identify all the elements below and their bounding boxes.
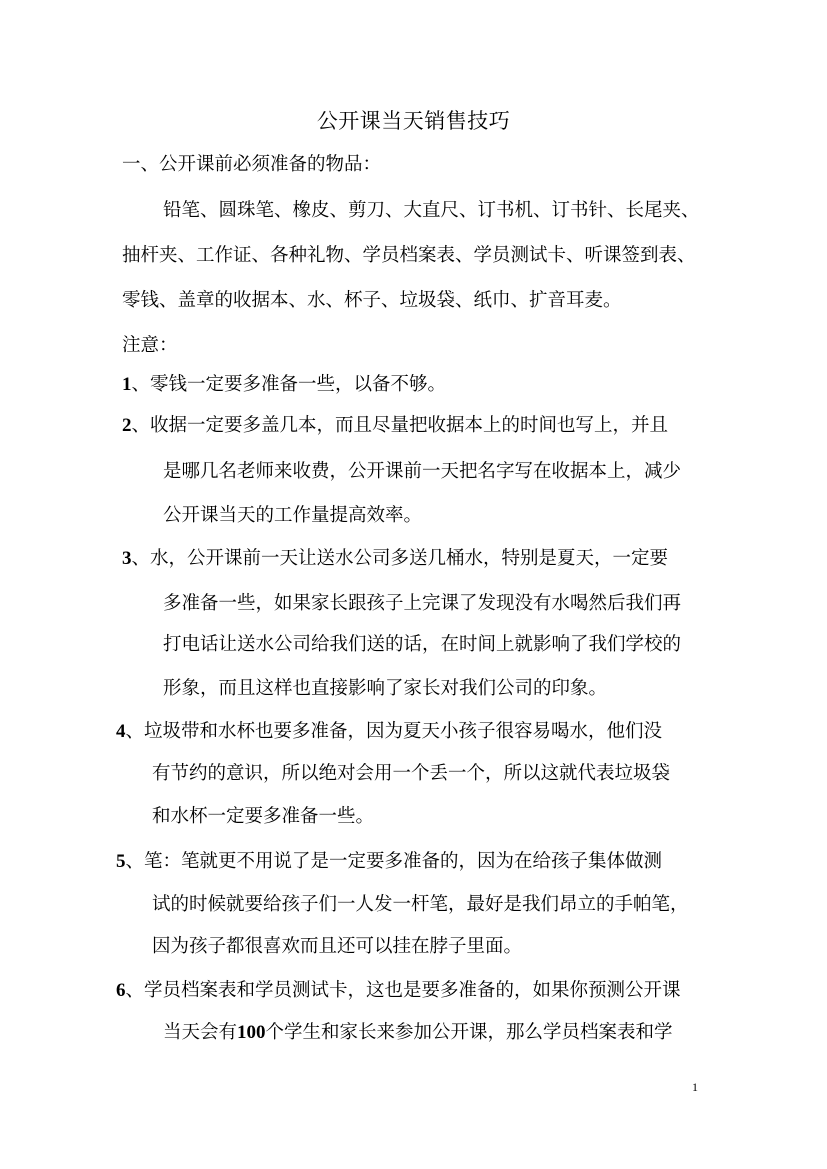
note-number: 4 (116, 721, 126, 742)
note-continuation (163, 1020, 673, 1046)
note-continuation: 试的时候就要给孩子们一人发一杆笔，最好是我们昂立的手帕笔， (152, 894, 689, 915)
section-heading: 一、公开课前必须准备的物品： (122, 154, 382, 175)
note-number: 5 (116, 851, 126, 872)
note-continuation: 和水杯一定要多准备一些。 (152, 806, 375, 827)
note-item (116, 978, 681, 1004)
items-line: 抽杆夹、工作证、各种礼物、学员档案表、学员测试卡、听课签到表、 (122, 245, 696, 266)
note-number: 2 (122, 415, 132, 436)
note-number: 6 (116, 980, 126, 1001)
note-number: 1 (122, 374, 132, 395)
page-number: 1 (692, 1080, 698, 1094)
note-text: 、学员档案表和学员测试卡，这也是要多准备的，如果你预测公开课 (125, 980, 681, 1001)
note-continuation: 公开课当天的工作量提高效率。 (163, 505, 423, 526)
note-item (116, 849, 662, 875)
items-line: 铅笔、圆珠笔、橡皮、剪刀、大直尺、订书机、订书针、长尾夹、 (163, 200, 700, 221)
document-title: 公开课当天销售技巧 (316, 109, 511, 133)
note-continuation: 因为孩子都很喜欢而且还可以挂在脖子里面。 (152, 936, 523, 957)
note-continuation: 打电话让送水公司给我们送的话，在时间上就影响了我们学校的 (163, 634, 682, 655)
note-item (122, 372, 446, 398)
note-continuation: 形象，而且这样也直接影响了家长对我们公司的印象。 (163, 678, 608, 699)
note-number: 3 (122, 548, 132, 569)
note-text: 、水，公开课前一天让送水公司多送几桶水，特别是夏天，一定要 (131, 548, 669, 569)
note-text: 当天会有 (163, 1022, 238, 1043)
note-text: 、笔：笔就更不用说了是一定要多准备的，因为在给孩子集体做测 (125, 851, 663, 872)
note-text: 、收据一定要多盖几本，而且尽量把收据本上的时间也写上，并且 (131, 415, 669, 436)
note-label: 注意： (122, 335, 178, 356)
note-continuation: 有节约的意识，所以绝对会用一个丢一个，所以这就代表垃圾袋 (152, 763, 671, 784)
items-line: 零钱、盖章的收据本、水、杯子、垃圾袋、纸巾、扩音耳麦。 (122, 290, 622, 311)
inline-number: 100 (237, 1022, 266, 1043)
note-item (116, 719, 662, 745)
note-item (122, 413, 668, 439)
note-continuation: 是哪几名老师来收费，公开课前一天把名字写在收据本上，减少 (163, 461, 682, 482)
note-item (122, 546, 668, 572)
note-text: 、垃圾带和水杯也要多准备，因为夏天小孩子很容易喝水，他们没 (125, 721, 663, 742)
note-continuation: 多准备一些，如果家长跟孩子上完课了发现没有水喝然后我们再 (163, 593, 682, 614)
note-text: 、零钱一定要多准备一些，以备不够。 (131, 374, 447, 395)
note-text: 个学生和家长来参加公开课，那么学员档案表和学 (265, 1022, 673, 1043)
